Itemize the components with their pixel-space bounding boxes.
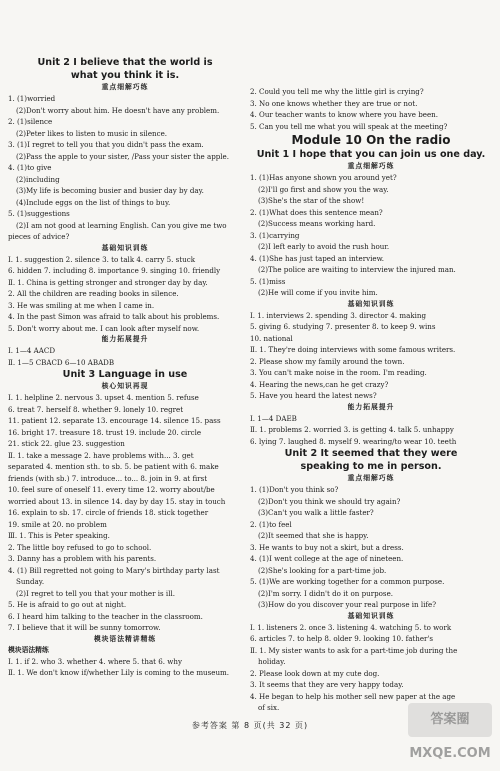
answer-line: Ⅰ. 1. listeners 2. once 3. listening 4. watching 5. to work <box>250 622 452 632</box>
answer-line: 5. giving 6. studying 7. presenter 8. to keep 9. wins <box>250 322 436 331</box>
answer-line: Ⅱ. 1. China is getting stronger and stronger day by day. <box>8 277 208 287</box>
answer-line: (3)My life is becoming busier and busier day by day. <box>16 186 204 195</box>
answer-line: 2. Please show my family around the town. <box>250 356 405 366</box>
answer-line: (2)Peter likes to listen to music in silence. <box>16 128 168 138</box>
answer-line: (2)I'm sorry. I didn't do it on purpose. <box>258 588 394 598</box>
answer-line: 3. He was smiling at me when I came in. <box>8 300 155 310</box>
answer-line: 3. No one knows whether they are true or not. <box>250 98 418 108</box>
answer-line: 5. Don't worry about me. I can look after myself now. <box>8 323 200 333</box>
answer-line: Ⅰ. 1—4 AACD <box>8 346 56 355</box>
answer-line: 5. Have you heard the latest news? <box>250 391 377 400</box>
answer-line: of six. <box>258 703 280 712</box>
answer-line: holiday. <box>258 657 286 666</box>
answer-line: 10. feel sure of oneself 11. every time 12. worry about/be <box>8 485 215 494</box>
unit-title: Unit 3 Language in use <box>62 369 188 380</box>
answer-line: (2)I am not good at learning English. Can you give me two <box>16 220 227 230</box>
unit-title: Unit 2 It seemed that they were <box>284 448 458 459</box>
answer-line: (2)Don't you think we should try again? <box>258 496 401 506</box>
unit-title: Unit 1 I hope that you can join us one day. <box>256 149 486 160</box>
answer-line: 5. (1)suggestions <box>8 209 70 218</box>
answer-line: Ⅰ. 1. helpline 2. nervous 3. upset 4. mention 5. refuse <box>8 393 199 402</box>
section-heading: 基础知识训练 <box>101 243 149 252</box>
section-heading: 重点细解巧练 <box>347 474 395 482</box>
left-column <box>8 56 242 679</box>
answer-line: 1. (1)worried <box>8 94 56 103</box>
answer-line: Ⅱ. 1. We don't know if/whether Lily is coming to the museum. <box>8 668 230 677</box>
answer-line: 2. Could you tell me why the little girl is crying? <box>250 87 424 96</box>
answer-line: 2. (1)What does this sentence mean? <box>250 207 383 217</box>
answer-line: 4. In the past Simon was afraid to talk about his problems. <box>8 312 220 321</box>
answer-line: 1. (1)Has anyone shown you around yet? <box>250 173 397 182</box>
page-footer: 参考答案 第 8 页(共 32 页) <box>191 721 309 730</box>
answer-line: 5. (1)We are working together for a common purpose. <box>250 577 445 586</box>
answer-line: (2)Success means working hard. <box>258 219 376 228</box>
answer-line: worried about 13. in silence 14. day by day 15. stay in touch <box>8 496 226 506</box>
answer-line: (3)She's the star of the show! <box>258 196 365 205</box>
answer-line: Ⅰ. 1—4 DAEB <box>250 413 297 423</box>
answer-line: 16. explain to sb. 17. circle of friends 18. stick together <box>8 508 209 517</box>
answer-line: (3)How do you discover your real purpose in life? <box>258 600 437 609</box>
answer-line: 3. (1)carrying <box>250 230 300 240</box>
answer-line: 2. (1)to feel <box>250 519 292 529</box>
answer-line: 3. (1)I regret to tell you that you didn't pass the exam. <box>8 140 204 149</box>
unit-title: Unit 2 I believe that the world is <box>37 57 213 68</box>
answer-line: (2)Don't worry about him. He doesn't have any problem. <box>16 105 220 115</box>
answer-line: 6. treat 7. herself 8. whether 9. lonely 10. regret <box>8 404 184 414</box>
answer-line: 5. Can you tell me what you will speak at the meeting? <box>250 121 448 131</box>
answer-line: 4. (1)I went college at the age of nineteen. <box>250 554 404 563</box>
answer-line: Ⅱ. 1. They're doing interviews with some famous writers. <box>250 345 456 354</box>
answer-line: 1. (1)Don't you think so? <box>250 485 339 494</box>
answer-line: 3. You can't make noise in the room. I'm reading. <box>250 368 427 377</box>
answer-line: Sunday. <box>16 577 45 586</box>
section-heading: 重点细解巧练 <box>101 83 149 91</box>
answer-line: (2)Pass the apple to your sister, /Pass your sister the apple. <box>16 151 230 161</box>
answer-line: (2)I regret to tell you that your mother is ill. <box>16 588 175 598</box>
answer-line: pieces of advice? <box>8 232 70 241</box>
answer-line: 2. (1)silence <box>8 117 53 126</box>
answer-line: (2)He will come if you invite him. <box>258 288 378 297</box>
answer-line: (2)including <box>16 174 60 184</box>
answer-line: Ⅱ. 1. take a message 2. have problems with... 3. get <box>8 450 194 460</box>
answer-line: (2)I left early to avoid the rush hour. <box>258 242 390 251</box>
answer-line: 6. lying 7. laughed 8. myself 9. wearing/to wear 10. teeth <box>250 436 457 446</box>
answer-line: 3. Danny has a problem with his parents. <box>8 554 157 563</box>
answer-line: Ⅲ. 1. This is Peter speaking. <box>8 531 110 540</box>
answer-line: 4. (1)to give <box>8 163 52 172</box>
answer-line: 6. I heard him talking to the teacher in the classroom. <box>8 611 203 621</box>
answer-line: (2)I'll go first and show you the way. <box>258 184 389 194</box>
answer-line: 4. Our teacher wants to know where you have been. <box>250 110 438 119</box>
answer-line: 6. articles 7. to help 8. older 9. looking 10. father's <box>250 634 434 643</box>
section-heading: 模块语法精讲精练 <box>93 634 157 643</box>
answer-line: 5. He is afraid to go out at night. <box>8 600 127 609</box>
answer-line: 19. smile at 20. no problem <box>8 519 107 529</box>
answer-line: friends (with sb.) 7. introduce... to... 8. join in 9. at first <box>8 473 208 483</box>
answer-line: Ⅰ. 1. if 2. who 3. whether 4. where 5. that 6. why <box>8 656 182 666</box>
answer-line: (4)Include eggs on the list of things to buy. <box>16 197 171 207</box>
section-heading: 能力拓展提升 <box>101 335 149 343</box>
section-heading: 基础知识训练 <box>347 611 395 620</box>
module-title: Module 10 On the radio <box>291 133 451 147</box>
answer-line: 3. It seems that they are very happy today. <box>250 680 404 689</box>
section-heading: 重点细解巧练 <box>347 162 395 170</box>
section-heading: 能力拓展提升 <box>347 402 395 411</box>
answer-line: (3)Can't you walk a little faster? <box>258 508 374 517</box>
answer-line: (2)She's looking for a part-time job. <box>258 565 387 575</box>
answer-line: 4. (1)She has just taped an interview. <box>250 253 385 263</box>
answer-line: 5. (1)miss <box>250 276 286 286</box>
answer-line: 2. The little boy refused to go to school. <box>8 542 152 552</box>
unit-title: speaking to me in person. <box>300 461 442 472</box>
answer-line: 10. national <box>250 333 293 343</box>
answer-line: 11. patient 12. separate 13. encourage 14. silence 15. pass <box>8 416 221 425</box>
answer-line: Ⅰ. 1. interviews 2. spending 3. director 4. making <box>250 310 427 320</box>
answer-line: 2. Please look down at my cute dog. <box>250 668 380 678</box>
answer-line: Ⅱ. 1. My sister wants to ask for a part-time job during the <box>250 645 458 655</box>
unit-title: what you think it is. <box>70 70 180 81</box>
section-heading: 核心知识再现 <box>101 382 149 390</box>
answer-line: 4. He began to help his mother sell new paper at the age <box>250 691 456 701</box>
answer-line: 16. bright 17. treasure 18. trust 19. include 20. circle <box>8 427 202 437</box>
subsection-heading: 模块语法精练 <box>8 645 49 654</box>
section-heading: 基础知识训练 <box>347 299 395 308</box>
answer-line: 4. (1) Bill regretted not going to Mary's birthday party last <box>8 565 220 575</box>
answer-line: 7. I believe that it will be sunny tomorrow. <box>8 623 161 632</box>
answer-line: separated 4. mention sth. to sb. 5. be patient with 6. make <box>8 462 219 471</box>
answer-line: 21. stick 22. glue 23. suggestion <box>8 439 125 448</box>
answer-line: Ⅱ. 1—5 CBACD 6—10 ABADB <box>8 357 115 367</box>
answer-line: 6. hidden 7. including 8. importance 9. singing 10. friendly <box>8 266 221 275</box>
answer-line: (2)The police are waiting to interview the injured man. <box>258 265 456 274</box>
site-watermark: 答案圈 MXQE.COM <box>408 703 492 737</box>
right-column <box>250 86 492 714</box>
answer-line: 4. Hearing the news,can he get crazy? <box>250 379 389 389</box>
answer-line: Ⅱ. 1. problems 2. worried 3. is getting 4. talk 5. unhappy <box>250 425 454 434</box>
answer-line: Ⅰ. 1. suggestion 2. silence 3. to talk 4. carry 5. stuck <box>8 254 195 264</box>
answer-line: 3. He wants to buy not a skirt, but a dress. <box>250 542 404 552</box>
answer-line: (2)It seemed that she is happy. <box>258 531 369 540</box>
answer-line: 2. All the children are reading books in silence. <box>8 289 179 298</box>
